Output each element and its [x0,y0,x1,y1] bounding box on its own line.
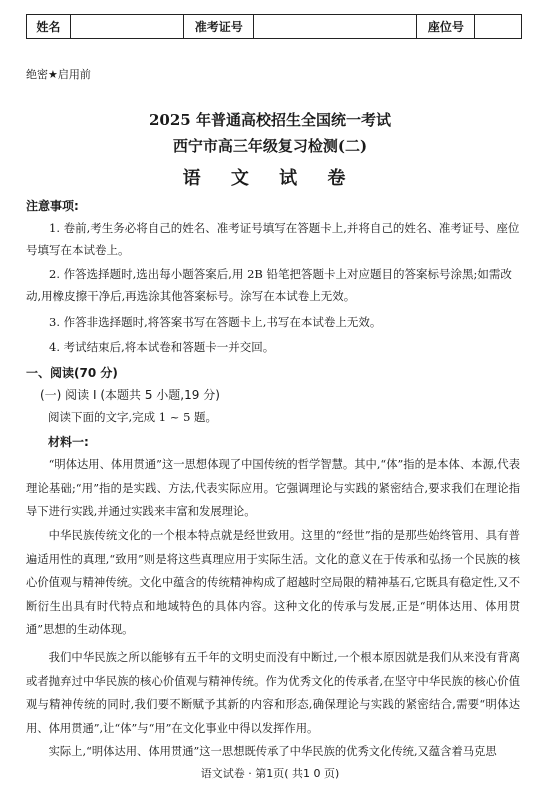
confidential-label: 绝密★启用前 [26,68,91,81]
passage-paragraph-4: 实际上,“明体达用、体用贯通”这一思想既传承了中华民族的优秀文化传统,又蕴含着马克思 [48,745,497,758]
seat-number-field[interactable] [475,15,521,38]
exam-title: 2025 年普通高校招生全国统一考试 [149,111,391,129]
exam-subtitle: 西宁市高三年级复习检测(二) [172,137,368,155]
notice-item-3: 3. 作答非选择题时,将答案书写在答题卡上,书写在本试卷上无效。 [49,315,382,329]
seat-number-label: 座位号 [417,15,475,38]
name-field[interactable] [71,15,185,38]
passage-paragraph-3: 我们中华民族之所以能够有五千年的文明史而没有中断过,一个根本原因就是我们从来没有背离或者抛弃过中华民族的核心价值观与精神传统。作为优秀文化的传承者,在坚守中华民族的核心价值观与精神传统的同时,我们要不断赋予其新的内容和形态,确保理论与实践的紧密结合,需要“明体达用、体用贯通”,让“体”与“用”在文化事业中得以发挥作用。 [26,651,520,735]
name-label: 姓名 [27,15,71,38]
notice-item-1: 1. 卷前,考生务必将自己的姓名、准考证号填写在答题卡上,并将自己的姓名、准考证号、座位号填写在本试卷上。 [26,221,520,257]
candidate-info-table [26,14,522,39]
notice-heading: 注意事项: [26,199,79,213]
paper-title: 语 文 试 卷 [182,168,358,189]
reading-instruction: 阅读下面的文字,完成 1 ~ 5 题。 [48,410,218,424]
section-heading: 一、阅读(70 分) [26,366,118,380]
passage-paragraph-1: “明体达用、体用贯通”这一思想体现了中国传统的哲学智慧。其中,“体”指的是本体、本源,代表理论基础;“用”指的是实践、方法,代表实际应用。它强调理论与实践的紧密结合,要求我们在理论指导下进行实践,并通过实践来丰富和发展理论。 [26,458,520,518]
page-footer: 语文试卷 · 第1页( 共1 0 页) [200,767,340,780]
exam-id-field[interactable] [254,15,417,38]
passage-paragraph-2: 中华民族传统文化的一个根本特点就是经世致用。这里的“经世”指的是那些始终管用、具有普遍适用性的真理,“致用”则是将这些真理应用于实际生活。文化的意义在于传承和弘扬一个民族的核心价值观与精神传统。文化中蕴含的传统精神构成了超越时空局限的精神基石,它既具有稳定性,又不断衍生出具有时代特点和地域特色的具体内容。这种文化的传承与发展,正是“明体达用、体用贯通”思想的生动体现。 [26,529,520,636]
notice-item-2: 2. 作答选择题时,选出每小题答案后,用 2B 铅笔把答题卡上对应题目的答案标号涂黑;如需改动,用橡皮擦干净后,再选涂其他答案标号。涂写在本试卷上无效。 [26,267,512,303]
subsection-heading: (一) 阅读 I (本题共 5 小题,19 分) [40,388,220,402]
material-label: 材料一: [48,435,89,449]
notice-item-4: 4. 考试结束后,将本试卷和答题卡一并交回。 [49,340,275,354]
exam-id-label: 准考证号 [184,15,254,38]
